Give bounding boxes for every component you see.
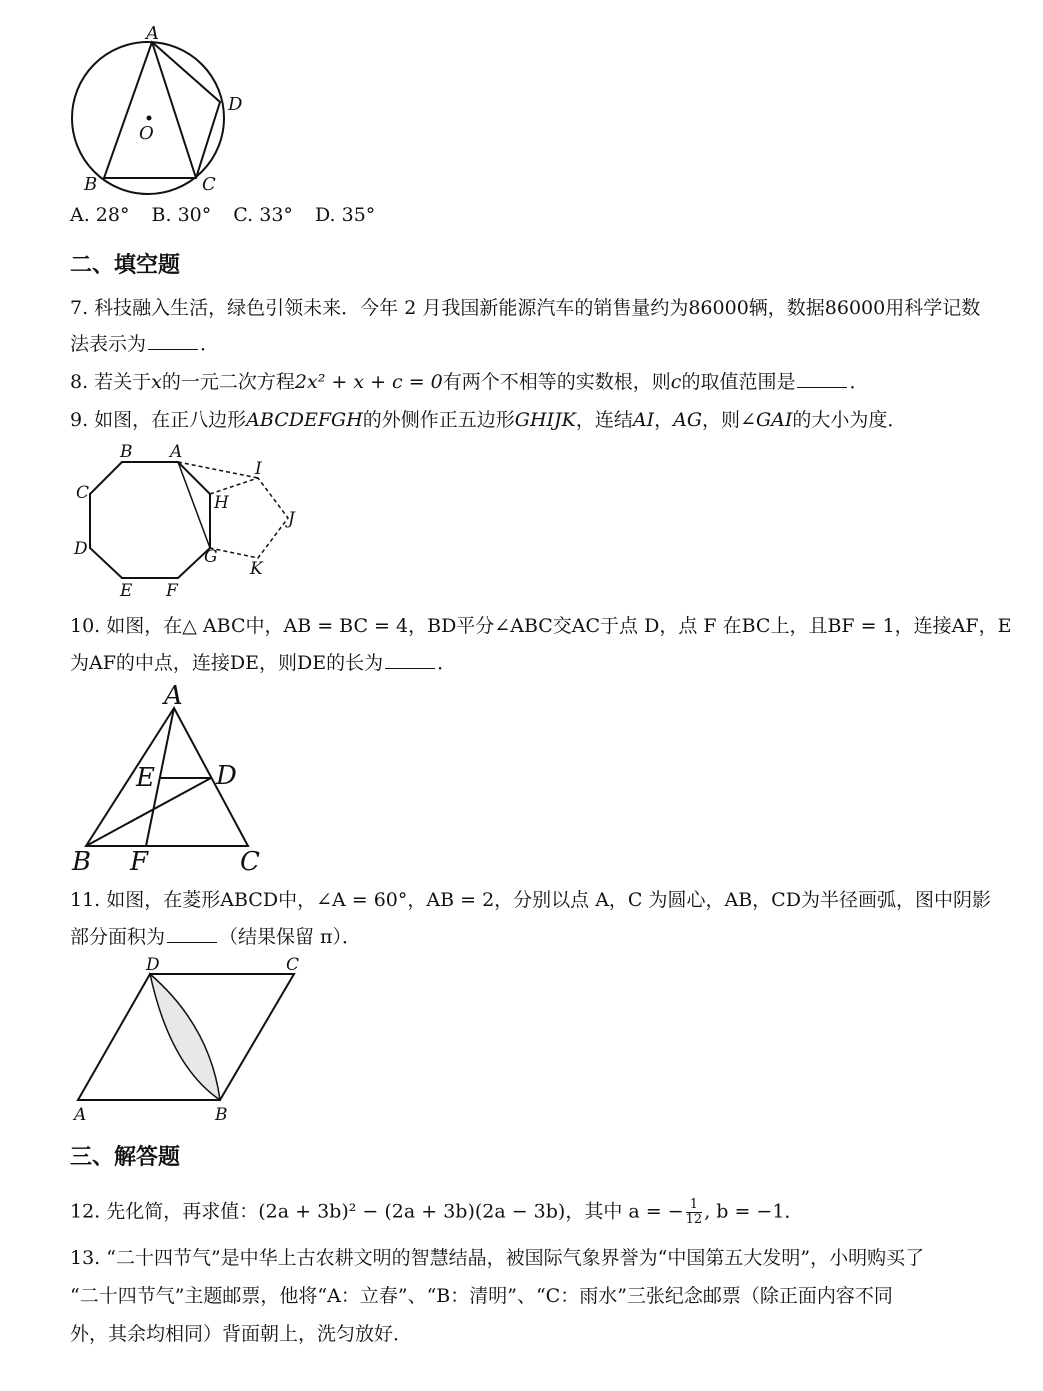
q10-line1: 10. 如图，在△ ABC中，AB = BC = 4，BD平分∠ABC交AC于点 D，点 F 在BC上，且BF = 1，连接AF，E — [70, 615, 1012, 637]
q13-line2: “二十四节气”主题邮票，他将“A：立春”、“B：清明”、“C：雨水”三张纪念邮票（除正面内容不同 — [70, 1285, 893, 1307]
label-o: O — [139, 123, 154, 144]
q9-line — [70, 408, 906, 432]
q9-octagon: ABCDEFGH — [246, 409, 363, 431]
choice-c[interactable]: C. 33° — [233, 204, 293, 226]
q9-segment-ai: AI — [632, 409, 655, 431]
label-f: F — [130, 847, 149, 877]
label-a: A — [170, 442, 183, 462]
q9-text-e: 的大小为度． — [792, 409, 907, 431]
q8-var-x: x — [151, 371, 162, 393]
figure-circle-quadrilateral — [60, 20, 260, 200]
label-k: K — [250, 559, 263, 579]
q8-equation: 2x² + x + c = 0 — [294, 371, 443, 393]
q12-numerator: 1 — [686, 1198, 703, 1213]
label-j: J — [288, 509, 295, 529]
q9-text-c: ，连结 — [575, 409, 633, 431]
q9-text-d: ，则 — [702, 409, 741, 431]
q9-text-b: 的外侧作正五边形 — [362, 409, 515, 431]
q12-fraction — [686, 1198, 703, 1227]
choice-d[interactable]: D. 35° — [314, 204, 376, 226]
label-d: D — [74, 539, 88, 559]
q10-end: ． — [437, 652, 457, 674]
q8-text-b: 的一元二次方程 — [161, 371, 295, 393]
q8-line — [70, 370, 868, 394]
q11-line1: 11. 如图，在菱形ABCD中，∠A = 60°，AB = 2，分别以点 A，C 为圆心，AB，CD为半径画弧，图中阴影 — [70, 889, 991, 911]
q7-line2 — [70, 332, 219, 356]
q10-line2 — [70, 651, 456, 675]
shaded-lens — [150, 974, 220, 1100]
segment-ag — [178, 462, 210, 548]
q8-var-c: c — [670, 371, 682, 393]
label-a: A — [164, 681, 183, 711]
label-a: A — [74, 1105, 87, 1125]
q7-line1: 7. 科技融入生活，绿色引领未来．今年 2 月我国新能源汽车的销售量约为86000辆，数据86000用科学记数 — [70, 297, 981, 319]
q9-angle: ∠GAI — [740, 409, 793, 431]
q8-text-a: 8. 若关于 — [70, 371, 152, 393]
figure-octagon-pentagon — [70, 440, 310, 600]
q8-answer-blank[interactable] — [797, 371, 847, 388]
label-h: H — [214, 493, 229, 513]
label-d: D — [146, 955, 160, 975]
q11-line2 — [70, 925, 361, 949]
label-b: B — [72, 847, 92, 877]
q9-pentagon: GHIJK — [514, 409, 576, 431]
figure-rhombus — [70, 956, 310, 1126]
q8-end: ． — [849, 371, 869, 393]
pentagon-dashed — [210, 478, 288, 558]
q13-line3: 外，其余均相同）背面朝上，洗匀放好． — [70, 1323, 413, 1345]
q10-text: 为AF的中点，连接DE，则DE的长为 — [70, 652, 384, 674]
label-c: C — [202, 174, 216, 195]
q9-text-a: 9. 如图，在正八边形 — [70, 409, 247, 431]
label-b: B — [120, 442, 133, 462]
q7-answer-blank[interactable] — [148, 333, 198, 350]
octagon — [90, 462, 210, 578]
q10-answer-blank[interactable] — [385, 652, 435, 669]
label-c: C — [286, 955, 300, 975]
label-f: F — [166, 581, 178, 601]
q7-text: 法表示为 — [70, 333, 147, 355]
label-b: B — [215, 1105, 228, 1125]
q11-answer-blank[interactable] — [167, 926, 217, 943]
q12-text-b: , b = −1． — [704, 1200, 804, 1223]
label-c: C — [240, 847, 260, 877]
segment-ai — [178, 462, 258, 478]
label-i: I — [255, 459, 262, 479]
label-c: C — [76, 483, 90, 503]
section-fill-in-blank-heading: 二、填空题 — [70, 253, 181, 278]
q12-text-a: 12. 先化简，再求值：(2a + 3b)² − (2a + 3b)(2a − 3b)，其中 a = − — [70, 1200, 684, 1223]
label-d: D — [228, 94, 243, 115]
label-e: E — [136, 763, 155, 793]
q9-sep: ， — [654, 409, 674, 431]
section-answer-heading: 三、解答题 — [70, 1145, 181, 1170]
q13-line1: 13. “二十四节气”是中华上古农耕文明的智慧结晶，被国际气象界誉为“中国第五大发明”，小明购买了 — [70, 1247, 925, 1269]
q7-end: ． — [200, 333, 220, 355]
choice-b[interactable]: B. 30° — [151, 204, 212, 226]
label-g: G — [204, 547, 218, 567]
choice-a[interactable]: A. 28° — [70, 204, 130, 226]
label-a: A — [146, 23, 159, 44]
q11-text: 部分面积为 — [70, 926, 166, 948]
label-e: E — [120, 581, 133, 601]
quadrilateral-abcd — [104, 42, 220, 178]
q11-end: （结果保留 π）． — [219, 926, 362, 948]
q6-choices — [70, 204, 391, 226]
q12-line — [70, 1198, 803, 1227]
q12-denominator: 12 — [685, 1212, 703, 1227]
label-d: D — [216, 761, 237, 791]
q8-text-c: 有两个不相等的实数根，则 — [442, 371, 671, 393]
q9-segment-ag: AG — [673, 409, 703, 431]
q8-text-d: 的取值范围是 — [681, 371, 796, 393]
figure-triangle-abc — [70, 681, 280, 880]
center-dot — [147, 116, 152, 121]
label-b: B — [84, 174, 98, 195]
